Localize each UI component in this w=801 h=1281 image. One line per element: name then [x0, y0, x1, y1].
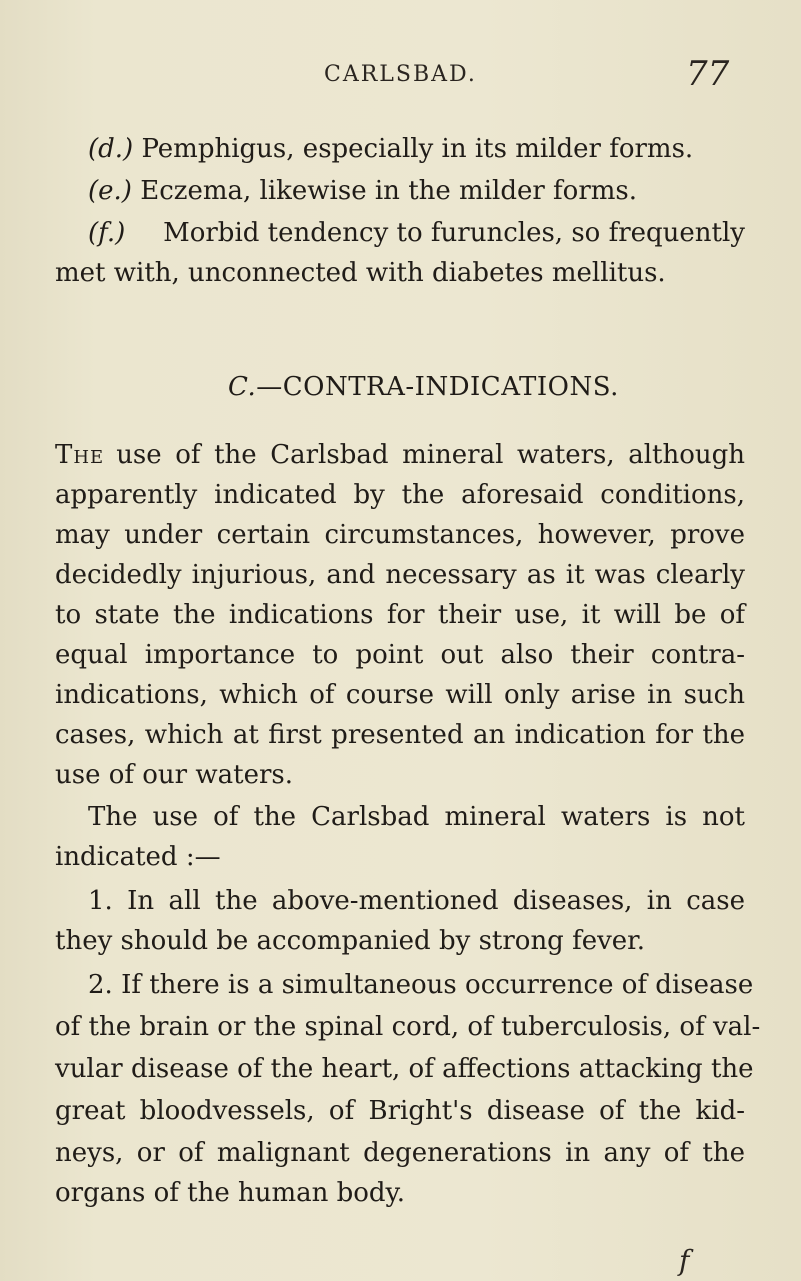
section-letter: C. — [228, 372, 257, 402]
list-item-f-continuation: met with, unconnected with diabetes mellitus. — [55, 258, 666, 288]
list-item-text: Pemphigus, especially in its milder forms. — [141, 134, 694, 164]
section-heading — [228, 372, 619, 402]
list-item-e — [88, 174, 637, 208]
paragraph-line: indicated :— — [55, 842, 221, 872]
paragraph-line — [55, 438, 745, 472]
paragraph-line: use of our waters. — [55, 760, 293, 790]
paragraph-line: The use of the Carlsbad mineral waters is not — [88, 802, 745, 832]
list-item-text: Morbid tendency to furuncles, so frequently — [163, 218, 745, 248]
numbered-item-1-continuation: they should be accompanied by strong fever. — [55, 926, 646, 956]
list-marker: (d.) — [88, 134, 134, 164]
numbered-item-2-continuation: neys, or of malignant degenerations in any of the — [55, 1138, 745, 1168]
paragraph-line: equal importance to point out also their contra- — [55, 640, 745, 670]
numbered-item-2-continuation: organs of the human body. — [55, 1178, 406, 1208]
catchword: f — [679, 1244, 690, 1277]
paragraph-line: decidedly injurious, and necessary as it was clearly — [55, 560, 745, 590]
paragraph-line: cases, which at first presented an indication for the — [55, 720, 745, 750]
numbered-item-2-continuation: vular disease of the heart, of affections attacking the — [55, 1054, 754, 1084]
paragraph-text: use of the Carlsbad mineral waters, although — [116, 440, 745, 470]
page-number: 77 — [686, 54, 730, 94]
list-marker: (e.) — [88, 176, 132, 206]
list-item-d — [88, 132, 693, 166]
numbered-item-2-continuation: of the brain or the spinal cord, of tuberculosis, of val- — [55, 1012, 761, 1042]
paragraph-line: to state the indications for their use, it will be of — [55, 600, 745, 630]
running-title: CARLSBAD. — [324, 62, 477, 87]
paragraph-first-word: The — [55, 440, 105, 470]
paragraph-line: indications, which of course will only arise in such — [55, 680, 745, 710]
list-item-text: Eczema, likewise in the milder forms. — [140, 176, 638, 206]
paragraph-line: may under certain circumstances, however, prove — [55, 520, 745, 550]
paragraph-line: apparently indicated by the aforesaid conditions, — [55, 480, 745, 510]
numbered-item-2: 2. If there is a simultaneous occurrence of disease — [88, 970, 754, 1000]
section-title: —CONTRA-INDICATIONS. — [256, 372, 619, 402]
list-item-f — [88, 216, 745, 250]
list-marker: (f.) — [88, 218, 126, 248]
numbered-item-1: 1. In all the above-mentioned diseases, in case — [88, 886, 745, 916]
numbered-item-2-continuation: great bloodvessels, of Bright's disease of the kid- — [55, 1096, 745, 1126]
